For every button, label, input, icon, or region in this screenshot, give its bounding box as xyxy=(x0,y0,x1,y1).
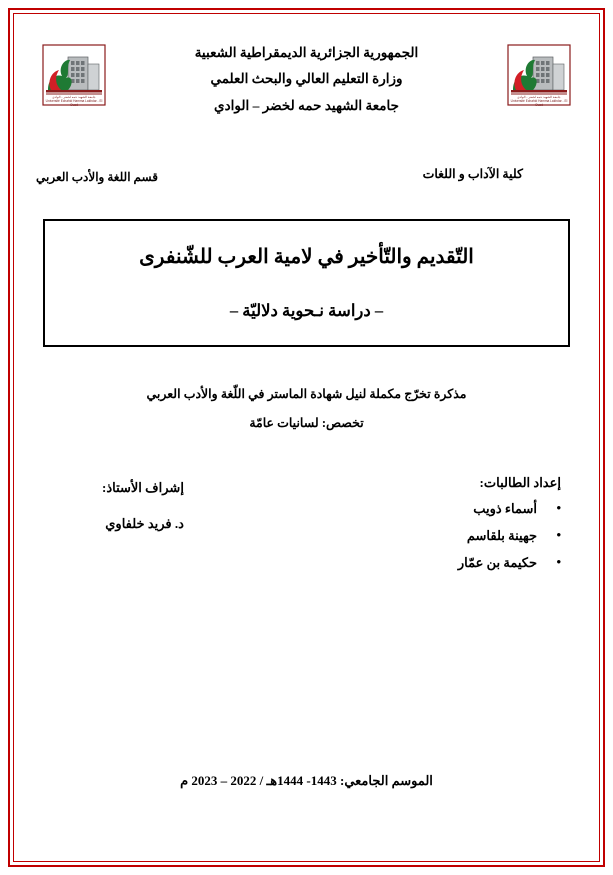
university-line: جامعة الشهيد حمه لخضر – الوادي xyxy=(214,97,399,113)
supervisor-block xyxy=(102,475,184,537)
ministry-line: وزارة التعليم العالي والبحث العلمي xyxy=(210,71,403,87)
students-list xyxy=(458,501,561,571)
specialty-line: تخصص: لسانيات عامّة xyxy=(249,416,364,431)
institution-header xyxy=(30,40,583,119)
memoire-statement xyxy=(30,380,583,439)
title-box xyxy=(43,219,570,347)
affiliation-row xyxy=(30,166,583,188)
thesis-subtitle: – دراسة نـحوية دلاليّة – xyxy=(229,301,384,320)
students-block xyxy=(458,475,561,582)
header xyxy=(30,22,583,114)
thesis-title: التّقديم والتّأخير في لامية العرب للشّنفرى xyxy=(139,246,474,268)
list-item: • جهينة بلقاسم xyxy=(458,528,561,544)
degree-line: مذكرة تخرّج مكملة لنيل شهادة الماستر في اللّغة والأدب العربي xyxy=(146,387,467,401)
page-content xyxy=(30,22,583,853)
department-label: قسم اللغة والأدب العربي xyxy=(36,170,158,184)
academic-year: الموسم الجامعي: 1443- 1444هـ / 2022 – 2023 م xyxy=(180,773,433,788)
students-heading: إعداد الطالبات: xyxy=(479,474,561,490)
people-section xyxy=(30,475,583,605)
supervisor-name: د. فريد خلفاوي xyxy=(105,515,184,531)
list-item: • أسماء ذويب xyxy=(458,501,561,517)
supervisor-heading: إشراف الأستاذ: xyxy=(102,479,184,495)
country-line: الجمهورية الجزائرية الديمقراطية الشعبية xyxy=(194,45,419,60)
university-logo-caption: جامعة الشهيد حمه لخضر - الوادي Université Echahid Hamma Lakhdar - El Oued xyxy=(510,95,568,107)
list-item: • حكيمة بن عمّار xyxy=(458,555,561,571)
university-logo-caption: جامعة الشهيد حمه لخضر - الوادي Université Echahid Hamma Lakhdar - El Oued xyxy=(45,95,103,107)
faculty-label: كلية الآداب و اللغات xyxy=(422,167,523,181)
